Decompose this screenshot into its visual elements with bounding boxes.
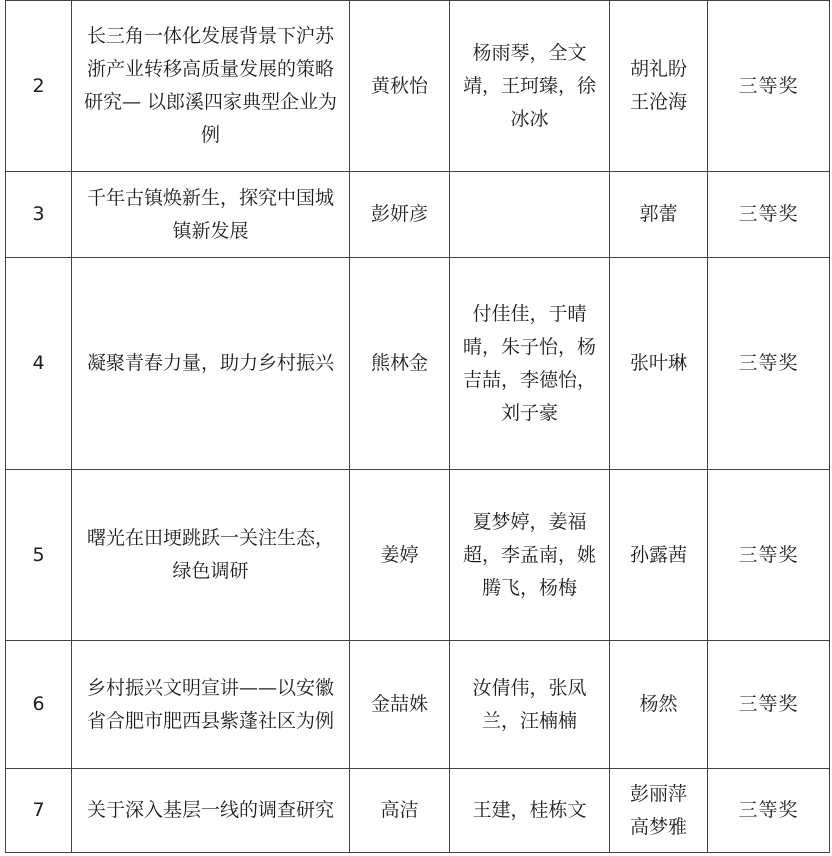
- advisors: [610, 641, 708, 769]
- award-level: 三等奖: [708, 470, 830, 641]
- row-number: 6: [6, 641, 72, 769]
- advisor-name: 高梦雅: [629, 815, 687, 838]
- award-level: 三等奖: [708, 172, 830, 258]
- advisors: [610, 470, 708, 641]
- team-leader: 高洁: [350, 769, 450, 853]
- advisors: [610, 769, 708, 853]
- advisor-name: 郭蕾: [639, 203, 678, 225]
- table-row: [6, 470, 830, 641]
- team-leader: 彭妍彦: [350, 172, 450, 258]
- award-level: 三等奖: [708, 641, 830, 769]
- table-row: [6, 1, 830, 172]
- team-members: 付佳佳，于晴晴，朱子怡，杨吉喆，李德怡，刘子豪: [450, 258, 610, 470]
- table-row: [6, 641, 830, 769]
- table-row: [6, 172, 830, 258]
- project-title: 千年古镇焕新生，探究中国城镇新发展: [72, 172, 350, 258]
- team-leader: 姜婷: [350, 470, 450, 641]
- advisors: [610, 1, 708, 172]
- team-members: 汝倩伟，张凤兰，汪楠楠: [450, 641, 610, 769]
- advisor-name: 孙露茜: [629, 543, 687, 566]
- award-level: 三等奖: [708, 769, 830, 853]
- row-number: 4: [6, 258, 72, 470]
- table-row: [6, 258, 830, 470]
- table-row: [6, 769, 830, 853]
- project-title: 乡村振兴文明宣讲——以安徽省合肥市肥西县紫蓬社区为例: [72, 641, 350, 769]
- awards-table: [5, 0, 830, 853]
- advisor-name: 杨然: [639, 693, 678, 715]
- award-level: 三等奖: [708, 258, 830, 470]
- team-leader: 金喆姝: [350, 641, 450, 769]
- team-leader: 黄秋怡: [350, 1, 450, 172]
- row-number: 3: [6, 172, 72, 258]
- team-members: 夏梦婷，姜福超，李孟南，姚腾飞，杨梅: [450, 470, 610, 641]
- advisor-name: 彭丽萍: [629, 782, 687, 805]
- team-members: 王建，桂栋文: [450, 769, 610, 853]
- project-title: 曙光在田埂跳跃一关注生态，绿色调研: [72, 470, 350, 641]
- row-number: 5: [6, 470, 72, 641]
- project-title: 长三角一体化发展背景下沪苏浙产业转移高质量发展的策略研究— 以郎溪四家典型企业为例: [72, 1, 350, 172]
- row-number: 2: [6, 1, 72, 172]
- project-title: 关于深入基层一线的调查研究: [72, 769, 350, 853]
- team-members: 杨雨琴，全文靖，王珂臻，徐冰冰: [450, 1, 610, 172]
- row-number: 7: [6, 769, 72, 853]
- team-members: [450, 172, 610, 258]
- advisors: [610, 172, 708, 258]
- team-leader: 熊林金: [350, 258, 450, 470]
- advisors: [610, 258, 708, 470]
- advisor-name: 张叶琳: [629, 352, 687, 374]
- award-level: 三等奖: [708, 1, 830, 172]
- project-title: 凝聚青春力量，助力乡村振兴: [72, 258, 350, 470]
- advisor-name: 胡礼盼: [629, 58, 687, 80]
- advisor-name: 王沧海: [629, 91, 687, 113]
